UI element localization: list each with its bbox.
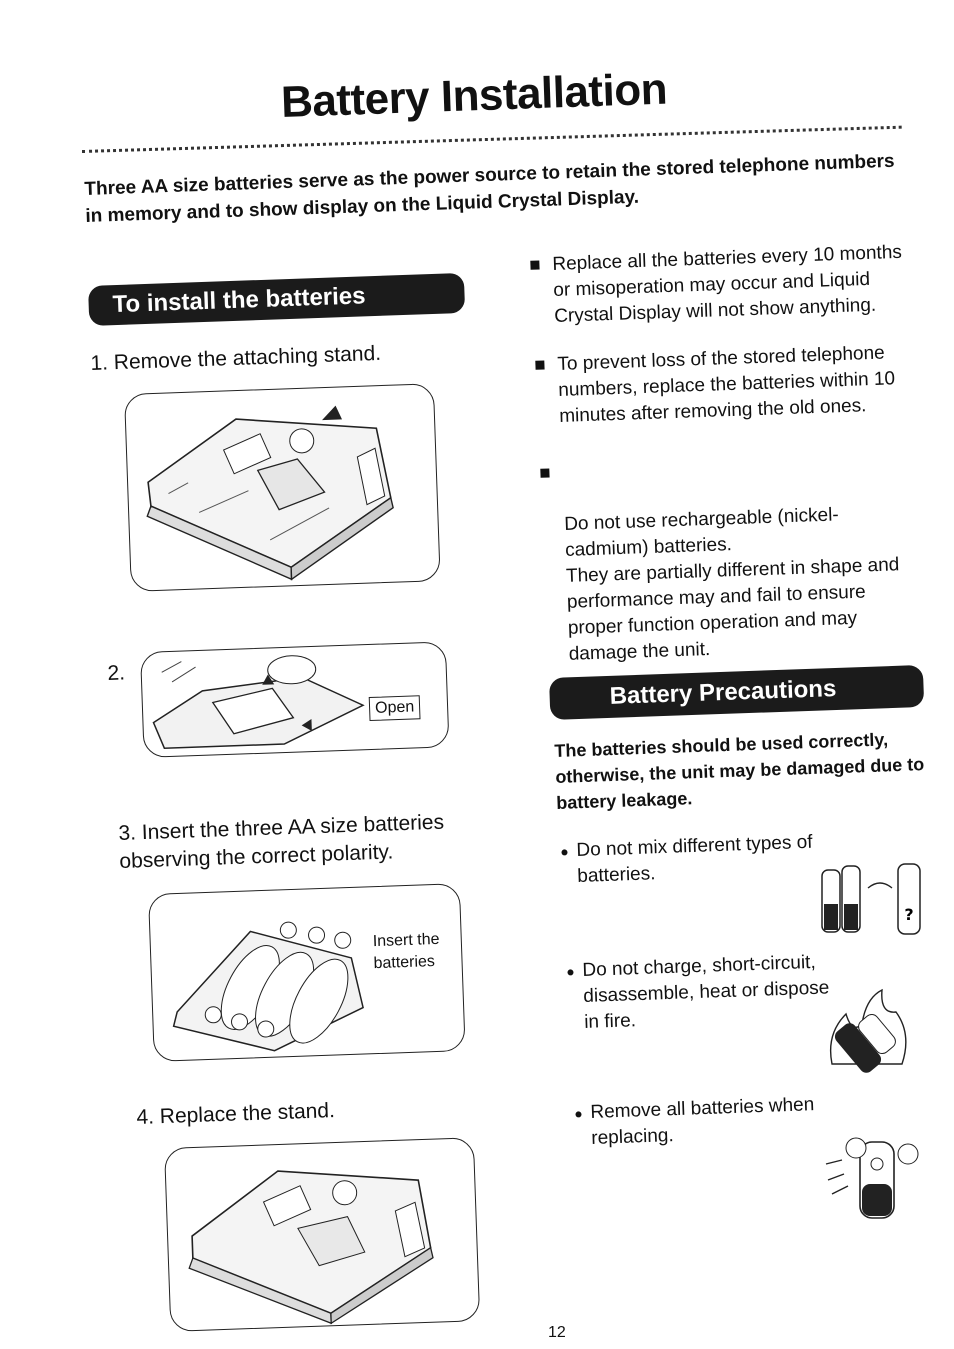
step-4-number: 4.: [136, 1105, 155, 1129]
square-bullet-icon: [535, 360, 544, 369]
install-heading: To install the batteries: [88, 273, 465, 326]
square-bullet-icon: [530, 260, 539, 269]
page-number: 12: [548, 1324, 566, 1341]
battery-insert-illustration: [148, 883, 466, 1062]
note-1: [552, 240, 905, 330]
step-4-text: Replace the stand.: [159, 1099, 336, 1129]
step-1: [90, 337, 451, 378]
intro-text: Three AA size batteries serve as the power source to retain the stored telephone numbers in memory and to show display on the Liquid Crystal Display.: [84, 150, 895, 227]
note-2: [557, 340, 912, 430]
step-1-number: 1.: [90, 351, 109, 375]
phone-stand-illustration: [124, 383, 441, 592]
precaution-2-text: Do not charge, short-circuit, disassemble, heat or dispose in fire.: [582, 951, 830, 1033]
step-2-number: 2.: [107, 661, 126, 685]
square-bullet-icon: [540, 468, 549, 477]
precaution-3: [590, 1091, 852, 1152]
round-bullet-icon: [575, 1111, 581, 1117]
step-4: [136, 1093, 457, 1132]
step-3-text: Insert the three AA size batteries observing the correct polarity.: [119, 810, 445, 873]
replaced-stand-illustration: [164, 1137, 480, 1332]
note-3-text: Do not use rechargeable (nickel-cadmium) batteries. They are partially different in shape and performance may and fail to ensure proper function operation and may damage the unit.: [563, 504, 900, 665]
insert-batteries-label: Insert the batteries: [372, 930, 440, 973]
note-2-text: To prevent loss of the stored telephone numbers, replace the batteries within 10 minutes after removing the old ones.: [557, 342, 896, 427]
precaution-3-text: Remove all batteries when replacing.: [590, 1094, 815, 1149]
precaution-1: [576, 829, 828, 890]
battery-cover-illustration: [140, 641, 450, 758]
round-bullet-icon: [567, 969, 573, 975]
mixed-batteries-icon: [818, 848, 926, 938]
fire-battery-icon: [822, 984, 916, 1076]
page-title: Battery Installation: [280, 64, 668, 128]
precaution-2: [582, 949, 851, 1036]
note-1-text: Replace all the batteries every 10 months or misoperation may occur and Liquid Crystal Display will not show anything.: [552, 241, 903, 327]
svg-text:?: ?: [904, 905, 914, 924]
precaution-1-text: Do not mix different types of batteries.: [576, 831, 813, 887]
step-3: [118, 807, 500, 876]
step-1-text: Remove the attaching stand.: [113, 341, 382, 375]
battery-character-icon: [822, 1124, 926, 1224]
precautions-warning: The batteries should be used correctly, otherwise, the unit may be damaged due to battery leakage.: [554, 729, 925, 813]
round-bullet-icon: [561, 849, 567, 855]
open-label: Open: [369, 695, 421, 721]
title-divider: [82, 126, 902, 153]
precautions-heading: Battery Precautions: [549, 665, 924, 720]
note-3: [562, 448, 921, 668]
step-3-number: 3.: [118, 821, 137, 845]
